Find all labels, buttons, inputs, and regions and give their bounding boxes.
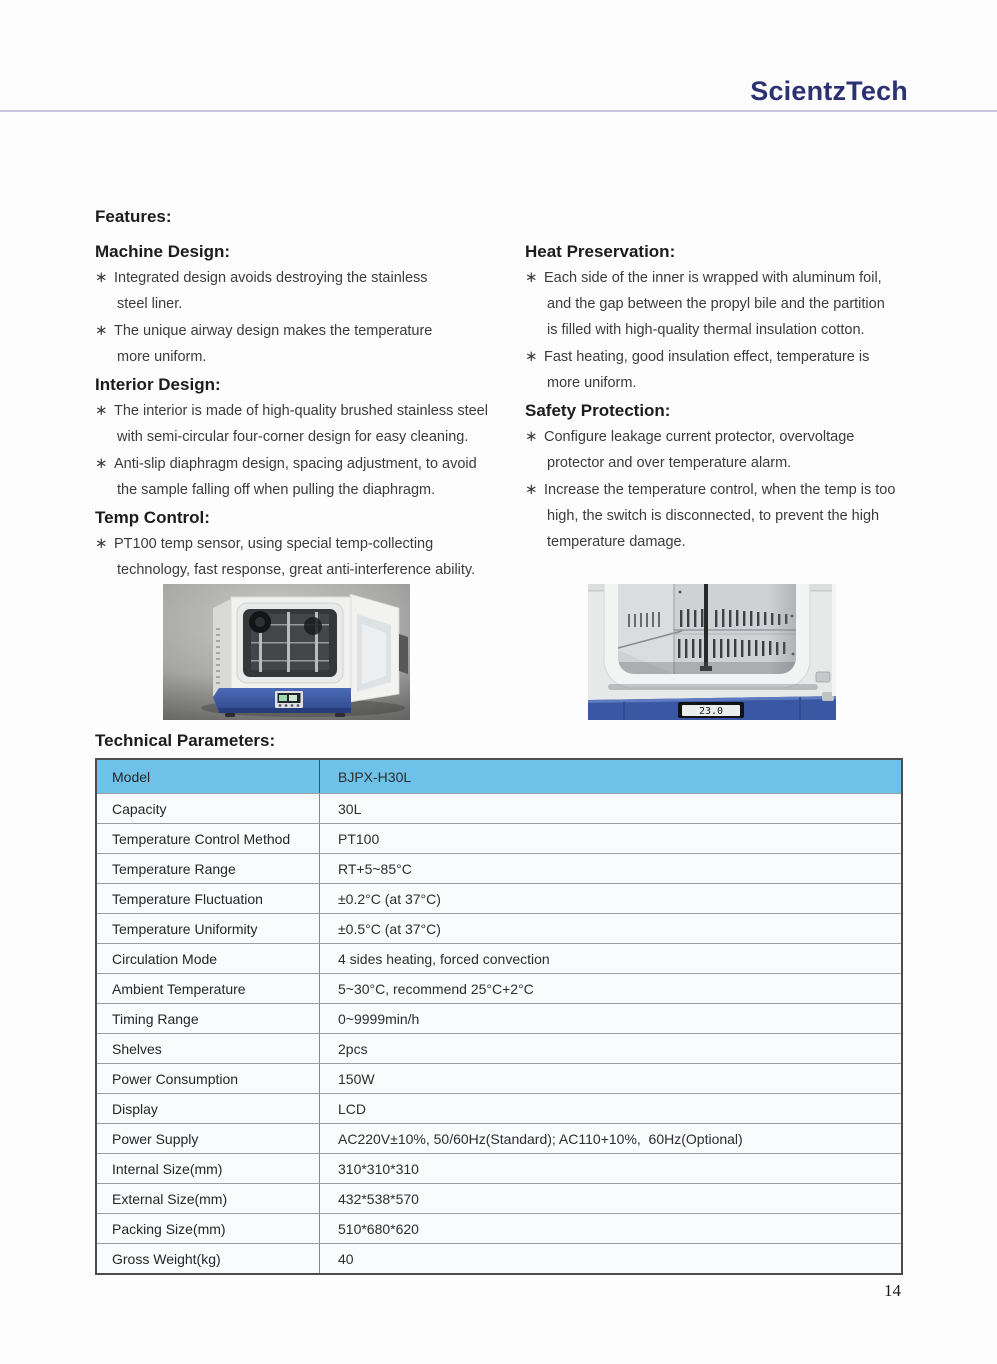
row-label: Capacity: [97, 794, 320, 823]
feature-line: Configure leakage current protector, overvoltage: [544, 429, 855, 445]
table-row: [97, 1124, 901, 1154]
feature-line: protector and over temperature alarm.: [547, 455, 792, 471]
table-row: [97, 884, 901, 914]
row-label: Ambient Temperature: [97, 974, 320, 1003]
table-row: [97, 914, 901, 944]
row-value: LCD: [338, 1100, 367, 1117]
row-value: 30L: [338, 800, 362, 817]
row-label: Internal Size(mm): [97, 1154, 320, 1183]
asterisk-bullet-icon: ∗: [95, 269, 108, 286]
row-label: Shelves: [97, 1034, 320, 1063]
table-header-label: Model: [97, 760, 320, 793]
row-value: 40: [338, 1250, 354, 1267]
feature-bullet: [95, 531, 525, 583]
stainless-chamber: [618, 584, 796, 674]
feature-line: The unique airway design makes the temperature: [114, 323, 433, 339]
table-header-row: [97, 760, 901, 794]
feature-line: steel liner.: [117, 296, 183, 312]
table-row: [97, 974, 901, 1004]
feature-bullet: [525, 344, 905, 396]
page-content: [95, 206, 905, 1275]
feature-line: Fast heating, good insulation effect, temperature is: [544, 349, 870, 365]
asterisk-bullet-icon: ∗: [525, 481, 538, 498]
feature-line: temperature damage.: [547, 534, 686, 550]
asterisk-bullet-icon: ∗: [95, 402, 108, 419]
brand-logo-light: Tech: [846, 76, 908, 106]
lcd-display-value: 23.0: [698, 706, 724, 717]
feature-bullet: [95, 265, 525, 317]
technical-parameters-title: Technical Parameters:: [95, 731, 276, 750]
product-images-row: [95, 584, 905, 720]
feature-line: Anti-slip diaphragm design, spacing adjustment, to avoid: [114, 456, 477, 472]
row-value: PT100: [338, 830, 380, 847]
section-heading-heat-preservation: Heat Preservation:: [525, 242, 676, 261]
feature-line: the sample falling off when pulling the diaphragm.: [117, 482, 436, 498]
table-row: [97, 1214, 901, 1244]
row-label: Packing Size(mm): [97, 1214, 320, 1243]
oven-cabinet: [213, 597, 351, 697]
feature-line: more uniform.: [547, 375, 637, 391]
row-label: Power Consumption: [97, 1064, 320, 1093]
feature-line: Increase the temperature control, when the temp is too: [544, 482, 896, 498]
feature-line: with semi-circular four-corner design for easy cleaning.: [117, 429, 469, 445]
table-row: [97, 944, 901, 974]
product-photo-oven-open-door: [163, 584, 410, 720]
section-heading-interior-design: Interior Design:: [95, 375, 221, 394]
table-row: [97, 794, 901, 824]
asterisk-bullet-icon: ∗: [95, 322, 108, 339]
row-value: 4 sides heating, forced convection: [338, 950, 550, 967]
table-row: [97, 824, 901, 854]
asterisk-bullet-icon: ∗: [525, 428, 538, 445]
brand-logo-bold: Scientz: [750, 76, 847, 106]
product-photo-chamber-interior: [588, 584, 836, 720]
row-value: 432*538*570: [338, 1190, 419, 1207]
table-row: [97, 854, 901, 884]
technical-parameters-table: [95, 758, 903, 1275]
features-column-right: [525, 238, 905, 584]
table-row: [97, 1184, 901, 1214]
table-row: [97, 1064, 901, 1094]
table-row: [97, 1244, 901, 1273]
feature-line: PT100 temp sensor, using special temp-collecting: [114, 536, 434, 552]
row-value: AC220V±10%, 50/60Hz(Standard); AC110+10%, 60Hz(Optional): [338, 1130, 743, 1147]
feature-line: high, the switch is disconnected, to prevent the high: [547, 508, 880, 524]
table-row: [97, 1094, 901, 1124]
table-row: [97, 1154, 901, 1184]
brand-logo: [750, 76, 908, 106]
feature-bullet: [95, 451, 525, 503]
base-with-display: [588, 696, 836, 720]
table-row: [97, 1034, 901, 1064]
feature-line: Integrated design avoids destroying the stainless: [114, 270, 428, 286]
feature-line: technology, fast response, great anti-interference ability.: [117, 562, 476, 578]
section-heading-machine-design: Machine Design:: [95, 242, 231, 261]
row-label: Timing Range: [97, 1004, 320, 1033]
feature-line: Each side of the inner is wrapped with aluminum foil,: [544, 270, 882, 286]
asterisk-bullet-icon: ∗: [95, 535, 108, 552]
row-label: Display: [97, 1094, 320, 1123]
row-label: Temperature Range: [97, 854, 320, 883]
oven-base-controller: [213, 688, 351, 717]
row-value: ±0.2°C (at 37°C): [338, 890, 441, 907]
row-value: 0~9999min/h: [338, 1010, 420, 1027]
oven-door-open: [346, 594, 408, 702]
features-title: Features:: [95, 207, 172, 226]
feature-line: is filled with high-quality thermal insulation cotton.: [547, 322, 865, 338]
feature-bullet: [525, 424, 905, 476]
section-heading-safety-protection: Safety Protection:: [525, 401, 671, 420]
asterisk-bullet-icon: ∗: [525, 348, 538, 365]
table-header-value: BJPX-H30L: [338, 768, 412, 785]
table-row: [97, 1004, 901, 1034]
row-label: Power Supply: [97, 1124, 320, 1153]
row-value: ±0.5°C (at 37°C): [338, 920, 441, 937]
asterisk-bullet-icon: ∗: [525, 269, 538, 286]
header-divider: [0, 110, 997, 112]
row-value: 5~30°C, recommend 25°C+2°C: [338, 980, 534, 997]
row-label: Gross Weight(kg): [97, 1244, 320, 1273]
row-label: Temperature Control Method: [97, 824, 320, 853]
feature-bullet: [95, 318, 525, 370]
row-label: External Size(mm): [97, 1184, 320, 1213]
row-value: 2pcs: [338, 1040, 368, 1057]
feature-bullet: [95, 398, 525, 450]
page-number: 14: [884, 1281, 901, 1300]
feature-line: The interior is made of high-quality brushed stainless steel: [114, 403, 488, 419]
features-columns: [95, 238, 905, 584]
feature-line: and the gap between the propyl bile and the partition: [547, 296, 885, 312]
row-value: RT+5~85°C: [338, 860, 412, 877]
row-label: Circulation Mode: [97, 944, 320, 973]
hinge-block: [816, 672, 830, 682]
features-column-left: [95, 238, 525, 584]
section-heading-temp-control: Temp Control:: [95, 508, 210, 527]
feature-line: more uniform.: [117, 349, 207, 365]
row-value: 510*680*620: [338, 1220, 419, 1237]
asterisk-bullet-icon: ∗: [95, 455, 108, 472]
row-label: Temperature Fluctuation: [97, 884, 320, 913]
feature-bullet: [525, 477, 905, 555]
row-value: 150W: [338, 1070, 375, 1087]
row-value: 310*310*310: [338, 1160, 419, 1177]
feature-bullet: [525, 265, 905, 343]
row-label: Temperature Uniformity: [97, 914, 320, 943]
